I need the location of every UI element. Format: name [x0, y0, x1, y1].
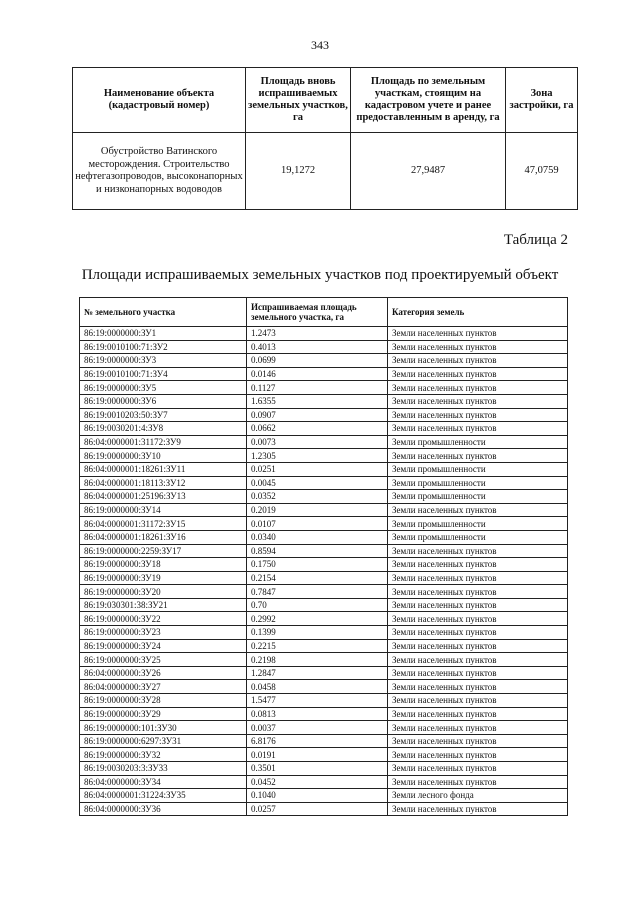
land-category-cell: Земли населенных пунктов	[388, 449, 568, 463]
land-category-cell: Земли населенных пунктов	[388, 408, 568, 422]
area-cell: 1.2305	[247, 449, 388, 463]
plot-number-cell: 86:04:0000001:18113:ЗУ12	[80, 476, 247, 490]
table-row	[80, 734, 568, 748]
area-cell: 0.0251	[247, 462, 388, 476]
table-row	[80, 544, 568, 558]
area-cell: 0.0107	[247, 517, 388, 531]
area-cell: 0.0813	[247, 707, 388, 721]
land-category-cell: Земли лесного фонда	[388, 789, 568, 803]
table-row	[80, 680, 568, 694]
table-row	[80, 585, 568, 599]
area-cell: 1.2473	[247, 327, 388, 341]
land-category-cell: Земли населенных пунктов	[388, 653, 568, 667]
area-cell: 1.2847	[247, 666, 388, 680]
plot-number-cell: 86:04:0000001:18261:ЗУ16	[80, 530, 247, 544]
area-cell: 0.1040	[247, 789, 388, 803]
area-cell: 0.0662	[247, 422, 388, 436]
area-cell: 0.4013	[247, 340, 388, 354]
table-row	[80, 367, 568, 381]
table-caption: Таблица 2	[503, 232, 568, 248]
plot-number-cell: 86:04:0000000:ЗУ34	[80, 775, 247, 789]
table-row	[80, 354, 568, 368]
plot-number-cell: 86:04:0000001:31224:ЗУ35	[80, 789, 247, 803]
land-category-cell: Земли населенных пунктов	[388, 367, 568, 381]
plot-number-cell: 86:04:0000000:ЗУ36	[80, 802, 247, 816]
plot-number-cell: 86:04:0000000:ЗУ26	[80, 666, 247, 680]
area-cell: 0.0907	[247, 408, 388, 422]
plot-number-cell: 86:04:0000000:ЗУ27	[80, 680, 247, 694]
area-cell: 0.0257	[247, 802, 388, 816]
plot-number-cell: 86:19:0000000:6297:ЗУ31	[80, 734, 247, 748]
land-category-cell: Земли населенных пунктов	[388, 694, 568, 708]
land-category-cell: Земли населенных пунктов	[388, 503, 568, 517]
table-row	[80, 462, 568, 476]
land-summary-table	[72, 67, 578, 210]
land-category-cell: Земли промышленности	[388, 476, 568, 490]
table-row	[80, 639, 568, 653]
area-cell: 0.0045	[247, 476, 388, 490]
table-row	[80, 408, 568, 422]
land-category-cell: Земли населенных пунктов	[388, 762, 568, 776]
area-cell: 0.2154	[247, 571, 388, 585]
table-row	[80, 490, 568, 504]
plot-number-cell: 86:19:0010100:71:ЗУ2	[80, 340, 247, 354]
plot-number-cell: 86:19:0000000:ЗУ32	[80, 748, 247, 762]
area-cell: 0.0073	[247, 435, 388, 449]
table-header-row	[73, 68, 578, 133]
land-category-cell: Земли населенных пунктов	[388, 340, 568, 354]
area-cell: 0.0452	[247, 775, 388, 789]
land-category-cell: Земли промышленности	[388, 462, 568, 476]
land-category-cell: Земли населенных пунктов	[388, 544, 568, 558]
plot-number-cell: 86:19:0000000:ЗУ18	[80, 558, 247, 572]
area-cell: 0.7847	[247, 585, 388, 599]
land-category-cell: Земли населенных пунктов	[388, 354, 568, 368]
plot-number-cell: 86:19:0000000:101:ЗУ30	[80, 721, 247, 735]
land-category-cell: Земли промышленности	[388, 530, 568, 544]
area-cell: 0.1750	[247, 558, 388, 572]
table-header-row	[80, 298, 568, 327]
plot-number-cell: 86:04:0000001:25196:ЗУ13	[80, 490, 247, 504]
table-row	[73, 133, 578, 210]
plot-number-cell: 86:19:0000000:ЗУ20	[80, 585, 247, 599]
land-category-cell: Земли населенных пунктов	[388, 422, 568, 436]
plot-number-cell: 86:19:0000000:ЗУ14	[80, 503, 247, 517]
table-row	[80, 517, 568, 531]
table-row	[80, 530, 568, 544]
table-row	[80, 775, 568, 789]
table-row	[80, 653, 568, 667]
land-plots-table	[79, 297, 568, 816]
plot-number-cell: 86:19:0000000:ЗУ3	[80, 354, 247, 368]
object-name-cell: Обустройство Ватинского месторождения. Строительство нефтегазопроводов, высоконапорных и низконапорных водоводов	[73, 133, 246, 210]
plot-number-cell: 86:19:0000000:ЗУ19	[80, 571, 247, 585]
plot-number-cell: 86:19:0000000:ЗУ1	[80, 327, 247, 341]
column-header-plot-number: № земельного участка	[80, 298, 247, 327]
land-category-cell: Земли населенных пунктов	[388, 571, 568, 585]
table-row	[80, 327, 568, 341]
plot-number-cell: 86:19:0010100:71:ЗУ4	[80, 367, 247, 381]
plot-number-cell: 86:19:0000000:ЗУ6	[80, 394, 247, 408]
plot-number-cell: 86:19:0030201:4:ЗУ8	[80, 422, 247, 436]
land-category-cell: Земли населенных пунктов	[388, 748, 568, 762]
table-row	[80, 381, 568, 395]
plot-number-cell: 86:19:0000000:ЗУ22	[80, 612, 247, 626]
area-cell: 0.8594	[247, 544, 388, 558]
plot-number-cell: 86:04:0000001:31172:ЗУ15	[80, 517, 247, 531]
land-category-cell: Земли населенных пунктов	[388, 666, 568, 680]
plot-number-cell: 86:19:0000000:ЗУ23	[80, 626, 247, 640]
plot-number-cell: 86:19:0000000:ЗУ5	[80, 381, 247, 395]
land-category-cell: Земли населенных пунктов	[388, 680, 568, 694]
area-cell: 0.3501	[247, 762, 388, 776]
table-row	[80, 666, 568, 680]
table-row	[80, 721, 568, 735]
land-category-cell: Земли населенных пунктов	[388, 585, 568, 599]
land-category-cell: Земли населенных пунктов	[388, 612, 568, 626]
table-row	[80, 435, 568, 449]
land-category-cell: Земли населенных пунктов	[388, 775, 568, 789]
area-cell: 0.0191	[247, 748, 388, 762]
area-cell: 0.0146	[247, 367, 388, 381]
table-row	[80, 802, 568, 816]
table-row	[80, 449, 568, 463]
land-category-cell: Земли населенных пунктов	[388, 707, 568, 721]
table-row	[80, 571, 568, 585]
table-row	[80, 598, 568, 612]
area-cell: 0.2019	[247, 503, 388, 517]
land-category-cell: Земли населенных пунктов	[388, 734, 568, 748]
land-category-cell: Земли промышленности	[388, 490, 568, 504]
area-cell: 0.2215	[247, 639, 388, 653]
column-header-object-name: Наименование объекта (кадастровый номер)	[73, 68, 246, 133]
table-row	[80, 476, 568, 490]
table-title: Площади испрашиваемых земельных участков под проектируемый объект	[81, 267, 559, 283]
plot-number-cell: 86:19:030301:38:ЗУ21	[80, 598, 247, 612]
column-header-registered-area: Площадь по земельным участкам, стоящим на кадастровом учете и ранее предоставленным в аренду, га	[351, 68, 506, 133]
page-number: 343	[311, 38, 329, 52]
plot-number-cell: 86:04:0000001:31172:ЗУ9	[80, 435, 247, 449]
land-category-cell: Земли населенных пунктов	[388, 802, 568, 816]
land-category-cell: Земли населенных пунктов	[388, 327, 568, 341]
plot-number-cell: 86:19:0000000:ЗУ29	[80, 707, 247, 721]
plot-number-cell: 86:19:0000000:ЗУ25	[80, 653, 247, 667]
plot-number-cell: 86:19:0000000:ЗУ10	[80, 449, 247, 463]
table-row	[80, 789, 568, 803]
new-area-cell: 19,1272	[246, 133, 351, 210]
table-row	[80, 422, 568, 436]
land-plots-table-body	[80, 327, 568, 816]
column-header-new-area: Площадь вновь испрашиваемых земельных участков, га	[246, 68, 351, 133]
table-row	[80, 762, 568, 776]
table-row	[80, 558, 568, 572]
land-category-cell: Земли промышленности	[388, 435, 568, 449]
land-category-cell: Земли промышленности	[388, 517, 568, 531]
land-category-cell: Земли населенных пунктов	[388, 394, 568, 408]
land-category-cell: Земли населенных пунктов	[388, 626, 568, 640]
table-row	[80, 748, 568, 762]
column-header-zone-area: Зона застройки, га	[506, 68, 578, 133]
area-cell: 0.1399	[247, 626, 388, 640]
column-header-requested-area: Испрашиваемая площадь земельного участка, га	[247, 298, 388, 327]
table-row	[80, 612, 568, 626]
table-row	[80, 707, 568, 721]
zone-area-cell: 47,0759	[506, 133, 578, 210]
column-header-land-category: Категория земель	[388, 298, 568, 327]
area-cell: 0.0340	[247, 530, 388, 544]
area-cell: 1.6355	[247, 394, 388, 408]
plot-number-cell: 86:19:0010203:50:ЗУ7	[80, 408, 247, 422]
plot-number-cell: 86:04:0000001:18261:ЗУ11	[80, 462, 247, 476]
area-cell: 0.2198	[247, 653, 388, 667]
land-category-cell: Земли населенных пунктов	[388, 381, 568, 395]
land-category-cell: Земли населенных пунктов	[388, 639, 568, 653]
area-cell: 1.5477	[247, 694, 388, 708]
table-row	[80, 394, 568, 408]
area-cell: 0.0699	[247, 354, 388, 368]
area-cell: 0.0037	[247, 721, 388, 735]
area-cell: 6.8176	[247, 734, 388, 748]
area-cell: 0.0352	[247, 490, 388, 504]
land-category-cell: Земли населенных пунктов	[388, 558, 568, 572]
table-row	[80, 626, 568, 640]
plot-number-cell: 86:19:0000000:ЗУ24	[80, 639, 247, 653]
land-category-cell: Земли населенных пунктов	[388, 721, 568, 735]
table-row	[80, 694, 568, 708]
area-cell: 0.70	[247, 598, 388, 612]
plot-number-cell: 86:19:0000000:2259:ЗУ17	[80, 544, 247, 558]
area-cell: 0.0458	[247, 680, 388, 694]
area-cell: 0.2992	[247, 612, 388, 626]
registered-area-cell: 27,9487	[351, 133, 506, 210]
area-cell: 0.1127	[247, 381, 388, 395]
table-row	[80, 503, 568, 517]
land-category-cell: Земли населенных пунктов	[388, 598, 568, 612]
table-row	[80, 340, 568, 354]
plot-number-cell: 86:19:0000000:ЗУ28	[80, 694, 247, 708]
plot-number-cell: 86:19:0030203:3:ЗУ33	[80, 762, 247, 776]
